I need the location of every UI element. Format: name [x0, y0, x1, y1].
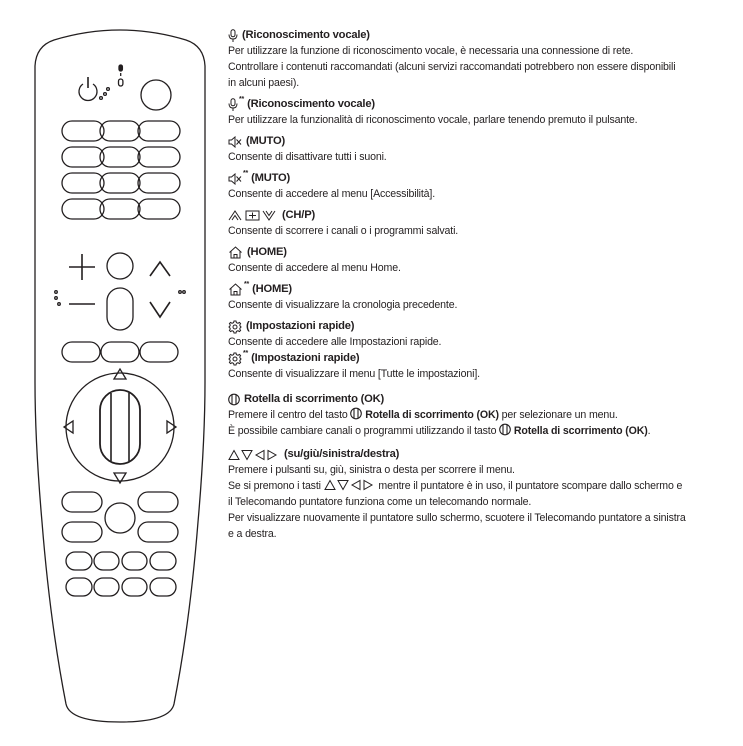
- entry-mute-hold: ** (MUTO) Consente di accedere al menu [Accessibilità].: [228, 171, 733, 202]
- entry-title: (CH/P): [228, 208, 733, 223]
- entry-title: Rotella di scorrimento (OK): [228, 392, 733, 407]
- mic-indicator-icon: [119, 65, 123, 86]
- scroll-wheel: [100, 390, 140, 464]
- mic-icon: [228, 29, 238, 43]
- direction-arrows-icon: [324, 479, 376, 491]
- direction-arrows-icon: [228, 449, 280, 461]
- channel-up-button: [150, 262, 170, 276]
- scroll-wheel-line-2: È possibile cambiare canali o programmi utilizzando il tasto Rotella di scorrimento (OK).: [228, 425, 651, 437]
- channel-up-down-icon: [228, 209, 278, 222]
- remote-control-illustration: [24, 22, 216, 727]
- scroll-wheel-icon: [228, 393, 240, 406]
- entry-direction-keys: (su/giù/sinistra/destra) Premere i pulsanti su, giù, sinistra o desta per scorrere il menu. Se si premono i tasti mentre il puntatore è in uso, il puntatore scompare dallo schermo e il Telecomando puntatore funziona come un telecomando normale. Per visualizzare nuovamente il puntatore sullo schermo, scuotere il Telecomando puntatore a sinistra e a destra.: [228, 447, 733, 542]
- left-arrow: [64, 421, 73, 433]
- button-descriptions: [228, 28, 733, 548]
- home-icon: [228, 283, 243, 296]
- entry-title: ** (Riconoscimento vocale): [228, 97, 733, 112]
- entry-channel: (CH/P) Consente di scorrere i canali o i programmi salvati.: [228, 208, 733, 239]
- mic-button: [141, 80, 171, 110]
- scroll-wheel-line-1: Premere il centro del tasto Rotella di scorrimento (OK) per selezionare un menu.: [228, 409, 618, 421]
- entry-title: (su/giù/sinistra/destra): [228, 447, 733, 462]
- entry-title: (Impostazioni rapide): [228, 319, 733, 334]
- entry-scroll-wheel: [228, 392, 733, 439]
- gear-icon: [228, 352, 242, 366]
- entry-quick-settings-hold: ** (Impostazioni rapide) Consente di visualizzare il menu [Tutte le impostazioni].: [228, 351, 733, 382]
- home-button: [107, 288, 133, 330]
- mute-icon: [228, 136, 242, 148]
- entry-mute: (MUTO) Consente di disattivare tutti i suoni.: [228, 134, 733, 165]
- entry-title: ** (Impostazioni rapide): [228, 351, 733, 366]
- entry-title: (MUTO): [228, 134, 733, 149]
- entry-home-hold: ** (HOME) Consente di visualizzare la cronologia precedente.: [228, 282, 733, 313]
- direction-keys-line-2: Se si premono i tasti mentre il puntatore è in uso, il puntatore scompare dallo schermo e: [228, 480, 683, 492]
- mute-button: [107, 253, 133, 279]
- gear-icon: [228, 320, 242, 334]
- mute-icon: [228, 173, 242, 185]
- home-icon: [228, 246, 243, 259]
- channel-down-button: [150, 302, 170, 317]
- volume-up-button: [69, 254, 95, 280]
- entry-title: (Riconoscimento vocale): [228, 28, 733, 43]
- navigation-ring: [64, 369, 176, 483]
- entry-home: (HOME) Consente di accedere al menu Home.: [228, 245, 733, 276]
- entry-voice-recognition: (Riconoscimento vocale) Per utilizzare la funzione di riconoscimento vocale, è necessaria una connessione di rete. Controllare i contenuti raccomandati (alcuni servizi raccomandati potrebbero non essere disponibili in alcuni paesi).: [228, 28, 733, 91]
- entry-quick-settings: (Impostazioni rapide) Consente di accedere alle Impostazioni rapide.: [228, 319, 733, 350]
- entry-voice-recognition-hold: ** (Riconoscimento vocale) Per utilizzare la funzionalità di riconoscimento vocale, parlare tenendo premuto il pulsante.: [228, 97, 733, 128]
- scroll-wheel-icon: [499, 423, 511, 436]
- power-button: [79, 77, 109, 100]
- entry-title: (HOME): [228, 245, 733, 260]
- entry-title: ** (HOME): [228, 282, 733, 297]
- mic-icon: [228, 98, 238, 112]
- up-arrow: [114, 369, 126, 379]
- scroll-wheel-icon: [350, 407, 362, 420]
- entry-title: ** (MUTO): [228, 171, 733, 186]
